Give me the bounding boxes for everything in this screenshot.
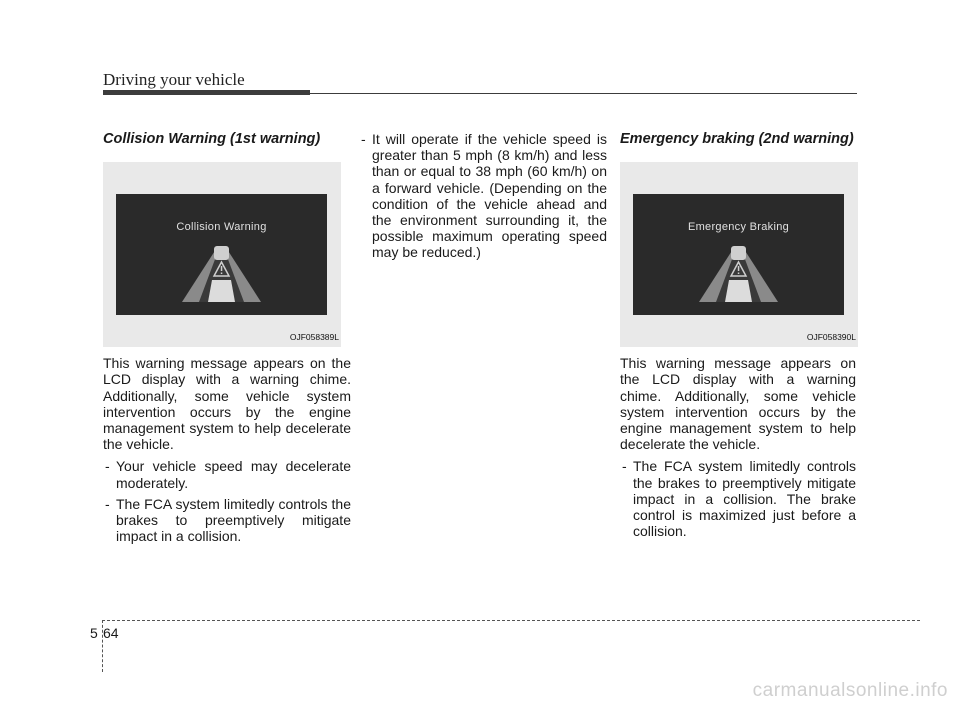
middle-column: [359, 131, 607, 266]
emergency-braking-figure: [620, 162, 858, 347]
list-item: - The FCA system limitedly controls the brakes to preemptively mitigate impact in a collision.: [105, 495, 351, 545]
figure-code: OJF058390L: [806, 332, 856, 342]
section-number: 5: [90, 625, 98, 641]
footer-rule: [102, 620, 920, 621]
header-rule-thick: [103, 90, 310, 95]
figure-code: OJF058389L: [289, 332, 339, 342]
lcd-warning-message: Collision Warning: [176, 221, 267, 234]
lcd-warning-message: Emergency Braking: [687, 221, 790, 234]
watermark: carmanualsonline.info: [752, 680, 948, 701]
right-column: [620, 131, 856, 544]
header-rule-thin: [310, 93, 857, 94]
left-column: [103, 131, 351, 549]
emergency-braking-heading: Emergency braking (2nd warning): [620, 131, 854, 147]
page-number: 64: [103, 625, 119, 641]
forward-collision-illustration: [633, 194, 844, 315]
lcd-display-screen: [116, 194, 327, 315]
emergency-braking-description: This warning message appears on the LCD display with a warning chime. Additionally, some vehicle system intervention occurs by the engine management system to help decelerate the vehicle.: [620, 355, 856, 453]
collision-warning-figure: [103, 162, 341, 347]
collision-warning-heading: Collision Warning (1st warning): [103, 131, 321, 147]
list-item: - It will operate if the vehicle speed is greater than 5 mph (8 km/h) and less than or equal to 38 mph (60 km/h) on a forward vehicle. (Depending on the condition of the vehicle ahead and the environment surrounding it, the possible maximum operating speed may be reduced.): [361, 131, 607, 261]
list-item: - The FCA system limitedly controls the brakes to preemptively mitigate impact in a collision. The brake control is maximized just before a collision.: [622, 458, 856, 540]
forward-collision-illustration: [116, 194, 327, 315]
collision-warning-description: This warning message appears on the LCD display with a warning chime. Additionally, some vehicle system intervention occurs by the engine management system to help decelerate the vehicle.: [103, 355, 351, 453]
list-item: - Your vehicle speed may decelerate moderately.: [105, 458, 351, 491]
page-header-title: Driving your vehicle: [103, 70, 245, 89]
lcd-display-screen: [633, 194, 844, 315]
